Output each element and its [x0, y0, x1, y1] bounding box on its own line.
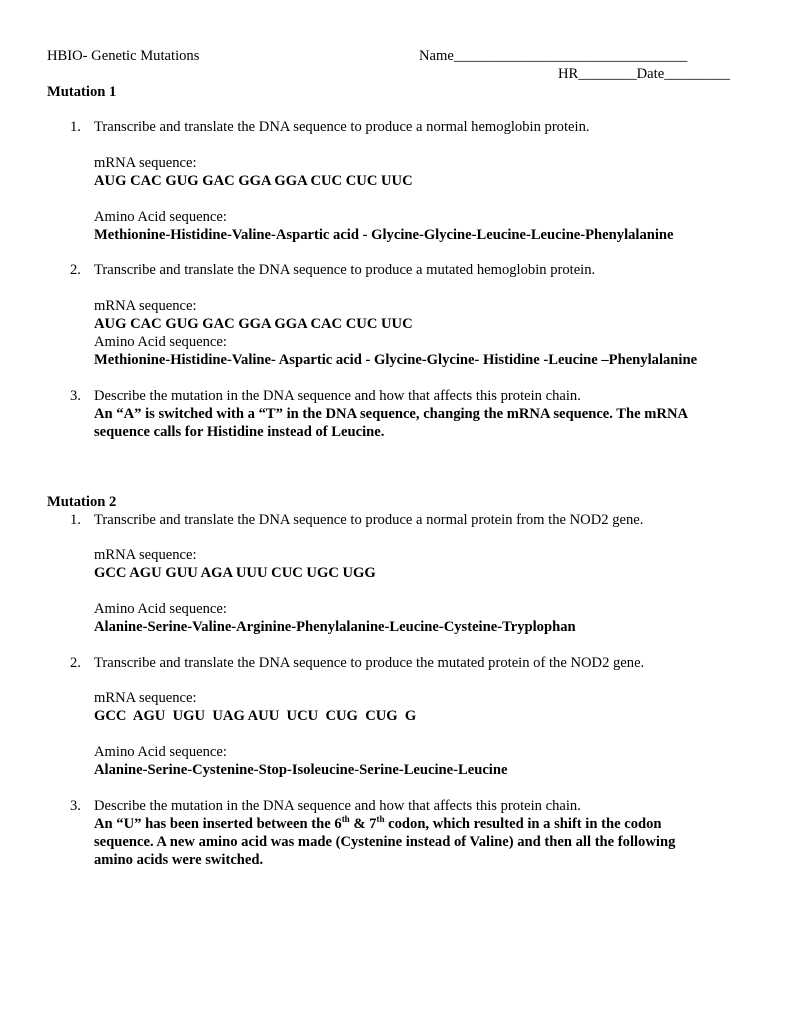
course-title: HBIO- Genetic Mutations	[47, 48, 200, 64]
m2-q3-answer-line1-part-b: & 7	[349, 816, 377, 832]
m2-q2-prompt: Transcribe and translate the DNA sequence to produce the mutated protein of the NOD2 gene.	[94, 655, 645, 671]
m1-q1-mrna-label: mRNA sequence:	[94, 155, 197, 171]
m2-q3-answer-line1-part-a: An “U” has been inserted between the 6	[94, 816, 342, 832]
m1-q2-mrna-label: mRNA sequence:	[94, 298, 197, 314]
m1-q2-mrna-answer: AUG CAC GUG GAC GGA GGA CAC CUC UUC	[94, 316, 413, 332]
m2-q3-answer-line3: amino acids were switched.	[94, 852, 264, 868]
m2-q3-sup-7th: th	[376, 814, 385, 825]
m1-q2-amino-answer: Methionine-Histidine-Valine- Aspartic acid - Glycine-Glycine- Histidine -Leucine –Phenylalanine	[94, 352, 698, 368]
m2-q1-number: 1.	[70, 512, 81, 528]
name-field: Name________________________________	[419, 48, 688, 64]
m1-q1-amino-label: Amino Acid sequence:	[94, 209, 227, 225]
m1-q1-mrna-answer: AUG CAC GUG GAC GGA GGA CUC CUC UUC	[94, 173, 413, 189]
m2-q3-answer-line2: sequence. A new amino acid was made (Cystenine instead of Valine) and then all the following	[94, 834, 676, 850]
hr-date-field: HR________Date_________	[558, 66, 730, 82]
m1-q3-prompt: Describe the mutation in the DNA sequence and how that affects this protein chain.	[94, 388, 581, 404]
m2-q2-number: 2.	[70, 655, 81, 671]
m1-q2-number: 2.	[70, 262, 81, 278]
m2-q2-amino-answer: Alanine-Serine-Cystenine-Stop-Isoleucine-Serine-Leucine-Leucine	[94, 762, 508, 778]
m2-q3-answer-line1	[94, 815, 662, 833]
m1-q3-answer-line1: An “A” is switched with a “T” in the DNA sequence, changing the mRNA sequence. The mRNA	[94, 406, 689, 422]
m1-q3-number: 3.	[70, 388, 81, 404]
mutation2-heading: Mutation 2	[47, 494, 117, 510]
m2-q1-amino-label: Amino Acid sequence:	[94, 601, 227, 617]
m2-q3-prompt: Describe the mutation in the DNA sequence and how that affects this protein chain.	[94, 798, 581, 814]
m1-q1-prompt: Transcribe and translate the DNA sequence to produce a normal hemoglobin protein.	[94, 119, 590, 135]
m2-q1-mrna-label: mRNA sequence:	[94, 547, 197, 563]
m2-q3-sup-6th: th	[341, 814, 350, 825]
m1-q3-answer-line2: sequence calls for Histidine instead of Leucine.	[94, 424, 385, 440]
m2-q1-mrna-answer: GCC AGU GUU AGA UUU CUC UGC UGG	[94, 565, 376, 581]
m1-q1-number: 1.	[70, 119, 81, 135]
m2-q2-mrna-label: mRNA sequence:	[94, 690, 197, 706]
m2-q1-prompt: Transcribe and translate the DNA sequence to produce a normal protein from the NOD2 gene.	[94, 512, 644, 528]
mutation1-heading: Mutation 1	[47, 84, 117, 100]
m1-q2-amino-label: Amino Acid sequence:	[94, 334, 227, 350]
m2-q2-mrna-answer: GCC AGU UGU UAG AUU UCU CUG CUG G	[94, 708, 417, 724]
m2-q2-amino-label: Amino Acid sequence:	[94, 744, 227, 760]
m2-q1-amino-answer: Alanine-Serine-Valine-Arginine-Phenylalanine-Leucine-Cysteine-Tryplophan	[94, 619, 576, 635]
m2-q3-number: 3.	[70, 798, 81, 814]
m1-q2-prompt: Transcribe and translate the DNA sequence to produce a mutated hemoglobin protein.	[94, 262, 596, 278]
m2-q3-answer-line1-part-c: codon, which resulted in a shift in the codon	[384, 816, 662, 832]
m1-q1-amino-answer: Methionine-Histidine-Valine-Aspartic acid - Glycine-Glycine-Leucine-Leucine-Phenylalanine	[94, 227, 674, 243]
